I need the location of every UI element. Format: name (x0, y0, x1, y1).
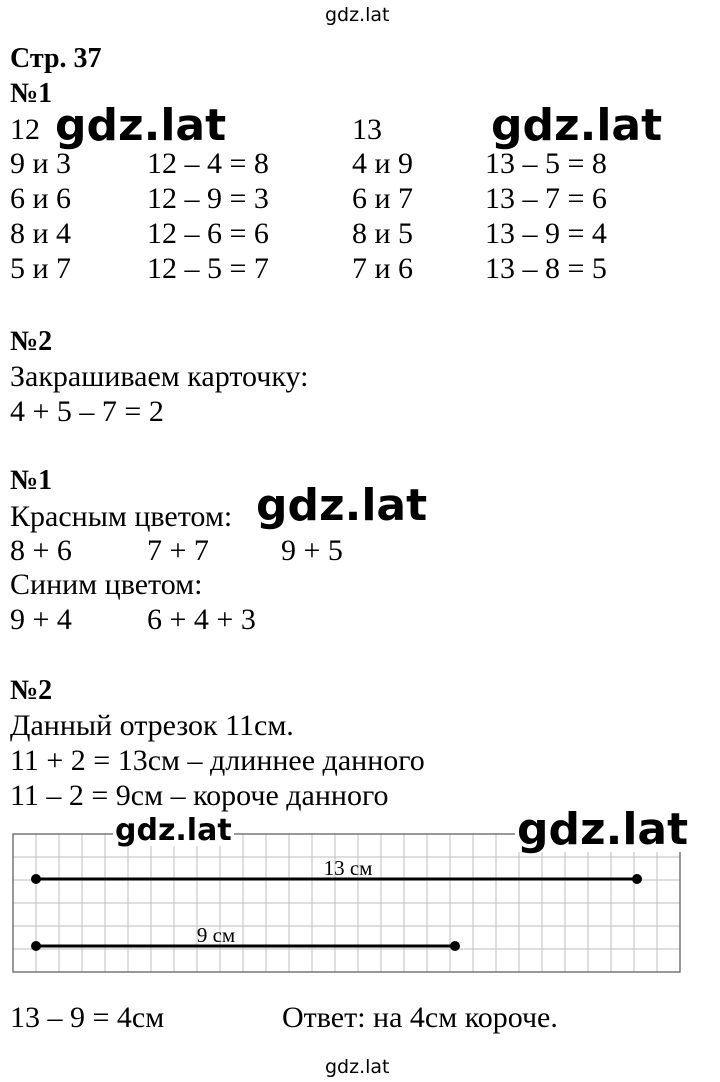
watermark-bottom: gdz.lat (325, 1056, 390, 1078)
equation: 13 – 9 = 4см (10, 1001, 165, 1034)
segment-9cm-end-point (450, 941, 460, 951)
number-pair: 8 и 5 (352, 217, 414, 250)
watermark: gdz.lat (517, 804, 689, 855)
number-pair: 6 и 7 (352, 182, 414, 215)
equation: 13 – 8 = 5 (485, 252, 607, 285)
equation: 13 – 5 = 8 (485, 147, 607, 180)
segment-13cm-label: 13 см (323, 856, 373, 880)
equation: 13 – 7 = 6 (485, 182, 607, 215)
text-line: Красным цветом: (10, 500, 233, 533)
equation: 12 – 4 = 8 (147, 147, 269, 180)
expression: 8 + 6 (10, 534, 72, 567)
watermark: gdz.lat (115, 813, 232, 848)
expression: 6 + 4 + 3 (147, 603, 256, 636)
equation: 12 – 6 = 6 (147, 217, 269, 250)
watermark: gdz.lat (55, 100, 227, 151)
section-heading: №1 (10, 465, 53, 496)
text-line: 11 + 2 = 13см – длиннее данного (10, 744, 425, 777)
equation: 4 + 5 – 7 = 2 (10, 395, 164, 428)
watermark: gdz.lat (256, 480, 428, 531)
text-line: Синим цветом: (10, 568, 203, 601)
text-line: 11 – 2 = 9см – короче данного (10, 779, 389, 812)
segment-13cm-start-point (31, 874, 41, 884)
number-pair: 6 и 6 (10, 182, 72, 215)
expression: 9 + 4 (10, 603, 72, 636)
expression: 9 + 5 (281, 534, 343, 567)
section-heading: №2 (10, 675, 53, 706)
column-head: 12 (10, 113, 40, 146)
watermark: gdz.lat (491, 100, 663, 151)
number-pair: 5 и 7 (10, 252, 72, 285)
number-pair: 8 и 4 (10, 217, 72, 250)
segment-13cm-end-point (632, 874, 642, 884)
segment-9cm-label: 9 см (196, 923, 236, 947)
number-pair: 7 и 6 (352, 252, 414, 285)
text-line: Данный отрезок 11см. (10, 709, 294, 742)
column-head: 13 (352, 113, 382, 146)
equation: 12 – 5 = 7 (147, 252, 269, 285)
expression: 7 + 7 (147, 534, 209, 567)
equation: 12 – 9 = 3 (147, 182, 269, 215)
section-heading: №1 (10, 78, 53, 109)
number-pair: 4 и 9 (352, 147, 414, 180)
equation: 13 – 9 = 4 (485, 217, 607, 250)
segment-9cm-start-point (31, 941, 41, 951)
answer-text: Ответ: на 4см короче. (282, 1001, 558, 1034)
page-label: Стр. 37 (10, 43, 102, 74)
watermark-top: gdz.lat (325, 4, 390, 26)
section-heading: №2 (10, 326, 53, 357)
text-line: Закрашиваем карточку: (10, 360, 309, 393)
number-pair: 9 и 3 (10, 147, 72, 180)
